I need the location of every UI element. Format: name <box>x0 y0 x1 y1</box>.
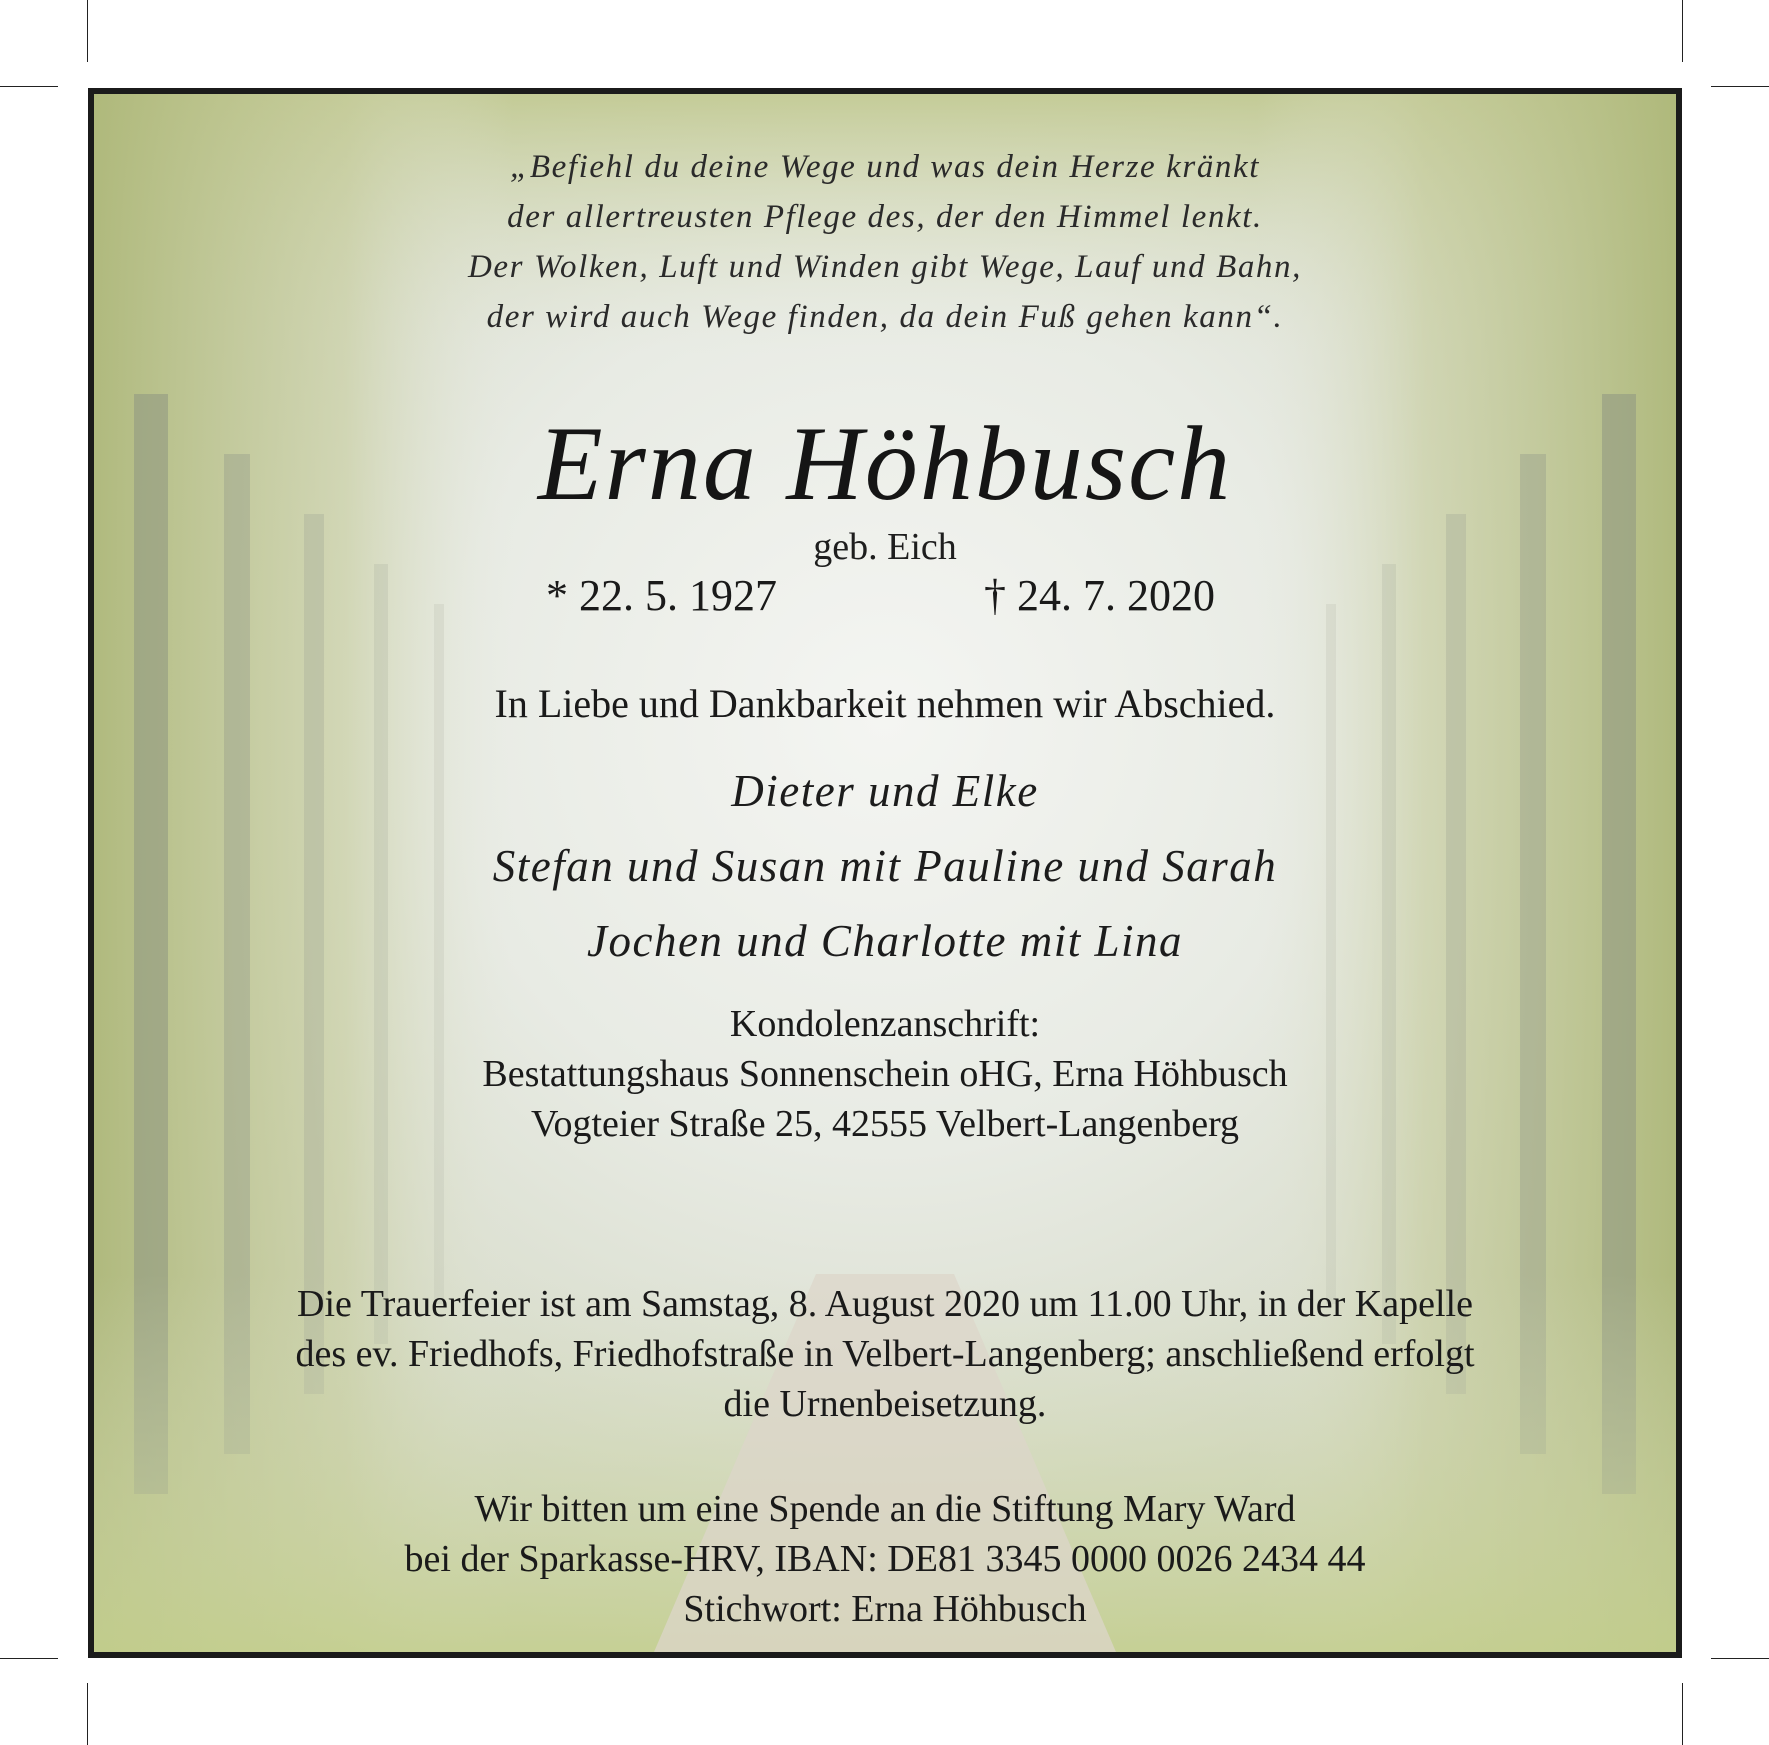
mourner-line: Stefan und Susan mit Pauline und Sarah <box>492 841 1278 891</box>
farewell-text: In Liebe und Dankbarkeit nehmen wir Abschied. <box>494 681 1276 726</box>
quote-line: der allertreusten Pflege des, der den Himmel lenkt. <box>507 199 1263 235</box>
death-date: † 24. 7. 2020 <box>984 571 1215 620</box>
mourner-line: Dieter und Elke <box>731 766 1039 816</box>
crop-mark-right-top <box>1711 86 1769 87</box>
obituary-frame <box>88 88 1682 1658</box>
crop-mark-bottom-left <box>87 1683 88 1745</box>
condolence-line: Bestattungshaus Sonnenschein oHG, Erna Höhbusch <box>482 1053 1288 1095</box>
ceremony-info <box>94 1279 1676 1429</box>
condolence-line: Vogteier Straße 25, 42555 Velbert-Langenberg <box>530 1103 1240 1145</box>
ceremony-line: des ev. Friedhofs, Friedhofstraße in Velbert-Langenberg; anschließend erfolgt <box>295 1333 1475 1375</box>
quote-verse <box>94 142 1676 342</box>
donation-info <box>94 1484 1676 1634</box>
ceremony-line: die Urnenbeisetzung. <box>723 1383 1047 1425</box>
condolence-address <box>94 999 1676 1149</box>
crop-mark-top-right <box>1682 0 1683 62</box>
quote-line: Der Wolken, Luft und Winden gibt Wege, Lauf und Bahn, <box>468 249 1302 285</box>
life-dates <box>94 570 1676 630</box>
birth-date: * 22. 5. 1927 <box>546 571 777 620</box>
crop-mark-bottom-right <box>1682 1683 1683 1745</box>
donation-line: Wir bitten um eine Spende an die Stiftung Mary Ward <box>474 1488 1296 1530</box>
crop-mark-left-top <box>0 86 58 87</box>
quote-line: der wird auch Wege finden, da dein Fuß gehen kann“. <box>486 299 1284 335</box>
donation-line: bei der Sparkasse-HRV, IBAN: DE81 3345 0000 0026 2434 44 <box>404 1538 1366 1580</box>
donation-line: Stichwort: Erna Höhbusch <box>683 1588 1087 1630</box>
condolence-label: Kondolenzanschrift: <box>729 1003 1041 1045</box>
maiden-name: geb. Eich <box>813 526 957 568</box>
crop-mark-right-bottom <box>1711 1658 1769 1659</box>
crop-mark-left-bottom <box>0 1658 58 1659</box>
mourners-list <box>94 754 1676 979</box>
crop-mark-top-left <box>87 0 88 62</box>
mourner-line: Jochen und Charlotte mit Lina <box>587 916 1183 966</box>
deceased-name: Erna Höhbusch <box>537 405 1233 522</box>
quote-line: „Befiehl du deine Wege und was dein Herze kränkt <box>509 149 1261 185</box>
ceremony-line: Die Trauerfeier ist am Samstag, 8. August 2020 um 11.00 Uhr, in der Kapelle <box>297 1283 1473 1325</box>
